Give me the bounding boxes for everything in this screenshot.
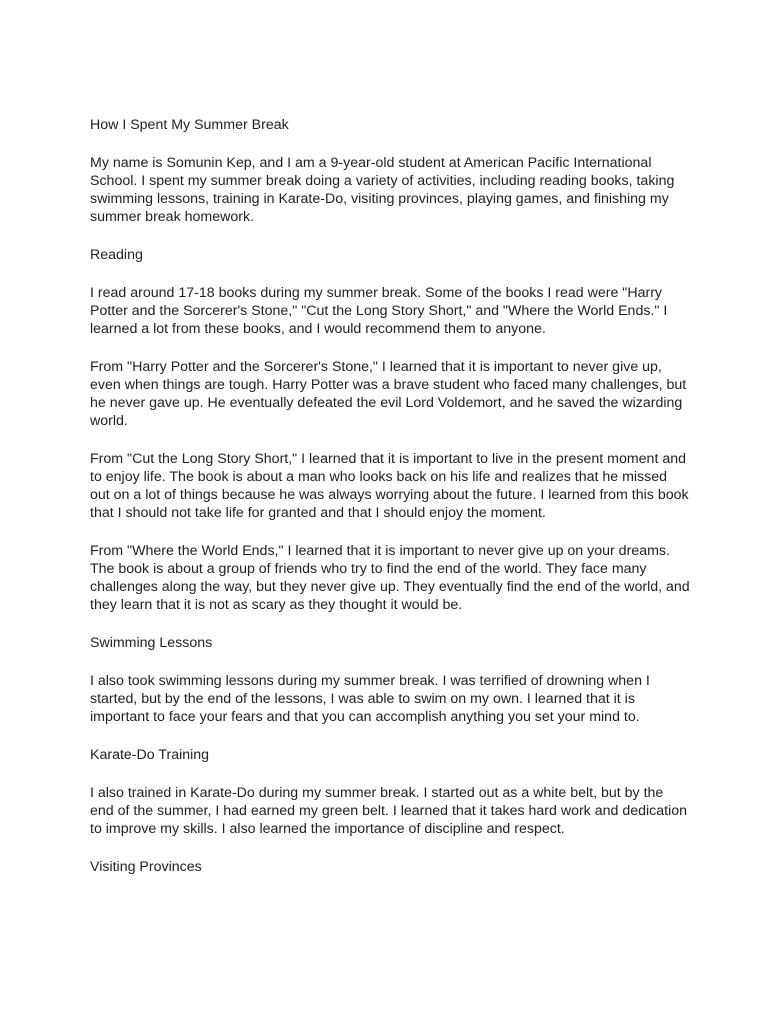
reading-paragraph-3: From "Cut the Long Story Short," I learned that it is important to live in the present moment and to enjoy life. The book is about a man who looks back on his life and realizes that he missed out on a lot of things because he was always worrying about the future. I learned from this book that I should not take life for granted and that I should enjoy the moment. [90,451,689,521]
reading-paragraph-2: From "Harry Potter and the Sorcerer's Stone," I learned that it is important to never give up, even when things are tough. Harry Potter was a brave student who faced many challenges, but he never gave up. He eventually defeated the evil Lord Voldemort, and he saved the wizarding world. [90,359,687,429]
reading-paragraph-1: I read around 17-18 books during my summer break. Some of the books I read were "Harry Potter and the Sorcerer's Stone," "Cut the Long Story Short," and "Where the World Ends." I learned a lot from these books, and I would recommend them to anyone. [90,285,668,337]
section-heading-provinces: Visiting Provinces [90,859,202,875]
reading-paragraph-4: From "Where the World Ends," I learned that it is important to never give up on your dreams. The book is about a group of friends who try to find the end of the world. They face many challenges along the way, but they never give up. They eventually find the end of the world, and they learn that it is not as scary as they thought it would be. [90,543,690,613]
section-heading-swimming: Swimming Lessons [90,635,213,651]
document-page [90,116,690,876]
section-heading-reading: Reading [90,247,143,263]
intro-paragraph: My name is Somunin Kep, and I am a 9-year-old student at American Pacific International School. I spent my summer break doing a variety of activities, including reading books, taking swimming lessons, training in Karate-Do, visiting provinces, playing games, and finishing my summer break homework. [90,155,675,225]
karate-paragraph: I also trained in Karate-Do during my summer break. I started out as a white belt, but by the end of the summer, I had earned my green belt. I learned that it takes hard work and dedication to improve my skills. I also learned the importance of discipline and respect. [90,785,688,837]
document-title: How I Spent My Summer Break [90,117,289,133]
swimming-paragraph: I also took swimming lessons during my summer break. I was terrified of drowning when I started, but by the end of the lessons, I was able to swim on my own. I learned that it is important to face your fears and that you can accomplish anything you set your mind to. [90,673,650,725]
section-heading-karate: Karate-Do Training [90,747,210,763]
